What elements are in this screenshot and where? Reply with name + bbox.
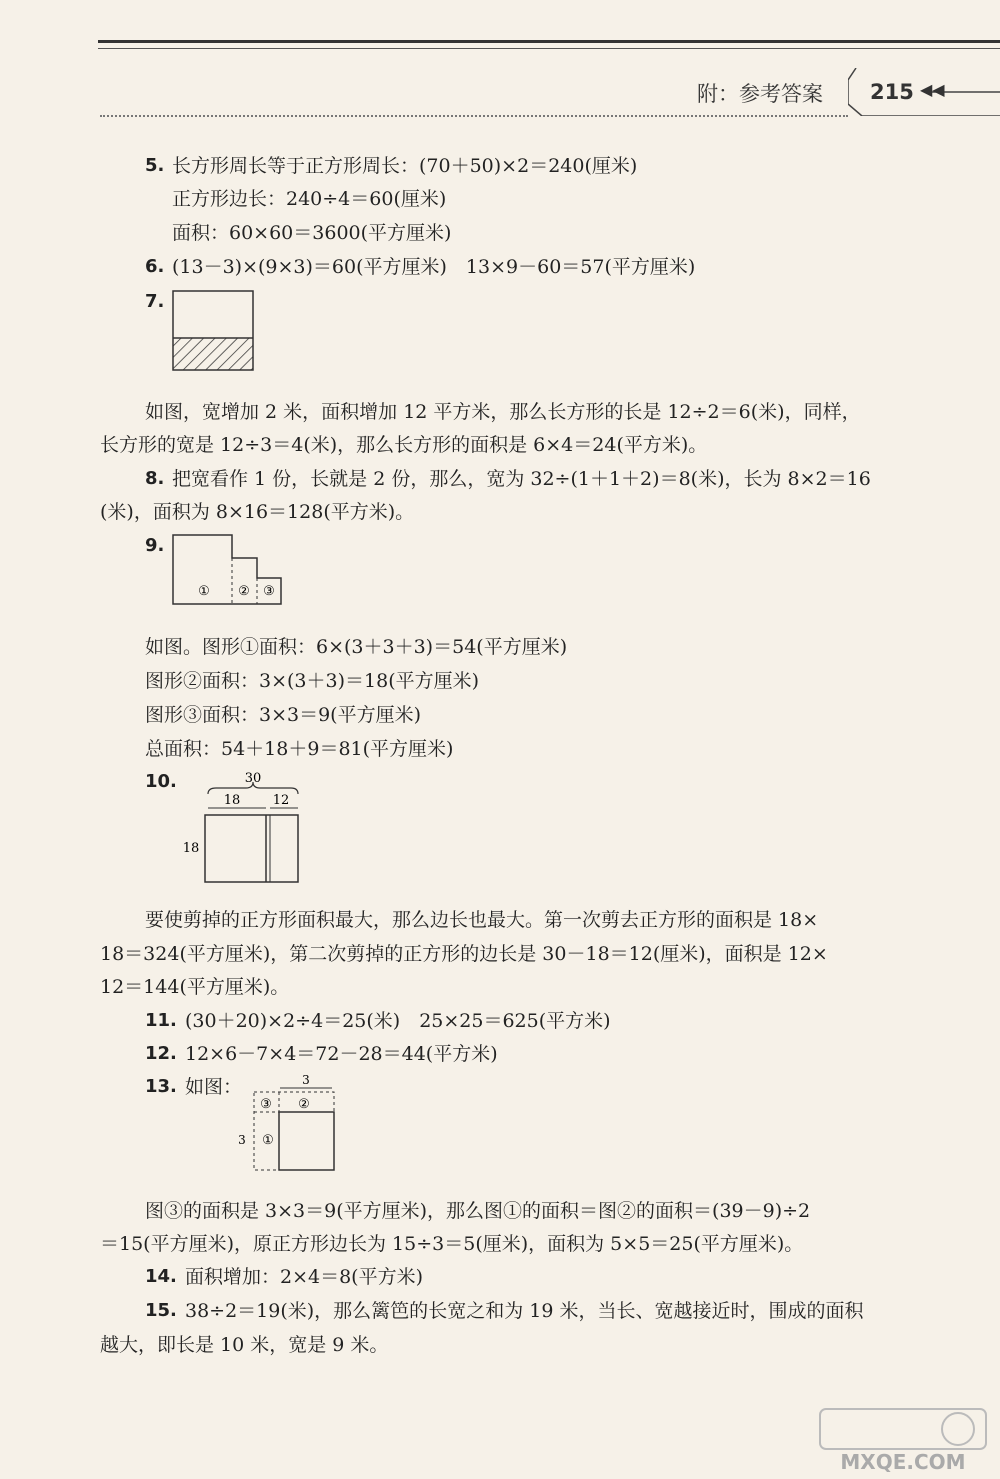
- q10-line3: 12＝144(平方厘米)。: [100, 976, 290, 998]
- q13-fig-region3: ③: [260, 1097, 272, 1112]
- q12-line1: 12×6－7×4＝72－28＝44(平方米): [185, 1043, 498, 1065]
- q10-fig-side-label: 18: [182, 841, 200, 856]
- q10-fig-b-label: 12: [272, 793, 290, 808]
- q9-line2: 图形②面积：3×(3＋3)＝18(平方厘米): [145, 670, 480, 692]
- watermark-text: MXQE.COM: [840, 1450, 966, 1474]
- q9-line3: 图形③面积：3×3＝9(平方厘米): [145, 704, 422, 726]
- q12-number: 12.: [145, 1043, 177, 1064]
- q13-lead: 如图：: [185, 1076, 243, 1098]
- q9-line4: 总面积：54＋18＋9＝81(平方厘米): [145, 738, 454, 760]
- q8-line2: (米)，面积为 8×16＝128(平方米)。: [100, 501, 415, 523]
- q10-number: 10.: [145, 771, 177, 792]
- q13-figure: [232, 1072, 340, 1174]
- q7-line2: 长方形的宽是 12÷3＝4(米)，那么长方形的面积是 6×4＝24(平方米)。: [100, 434, 708, 456]
- header-rule: [98, 40, 1000, 43]
- q5-line1: 长方形周长等于正方形周长：(70＋50)×2＝240(厘米): [172, 155, 638, 177]
- q13-fig-side-label: 3: [238, 1133, 246, 1147]
- q10-line2: 18＝324(平方厘米)，第二次剪掉的正方形的边长是 30－18＝12(厘米)，面积是 12×: [100, 943, 828, 965]
- q10-fig-a-label: 18: [223, 793, 241, 808]
- q7-figure: [172, 290, 256, 372]
- q6-number: 6.: [145, 256, 165, 277]
- q5-number: 5.: [145, 155, 165, 176]
- q14-number: 14.: [145, 1266, 177, 1287]
- q15-number: 15.: [145, 1300, 177, 1321]
- header-label: 附：参考答案: [697, 82, 823, 106]
- header-dotted-rule: [100, 115, 848, 117]
- q10-figure: [180, 766, 306, 886]
- q15-line1: 38÷2＝19(米)，那么篱笆的长宽之和为 19 米，当长、宽越接近时，围成的面积: [185, 1300, 864, 1322]
- q6-line1: (13－3)×(9×3)＝60(平方厘米) 13×9－60＝57(平方厘米): [172, 256, 696, 278]
- watermark-logo: [818, 1405, 988, 1475]
- q13-number: 13.: [145, 1076, 177, 1097]
- q9-figure: [172, 534, 284, 606]
- q9-line1: 如图。图形①面积：6×(3＋3＋3)＝54(平方厘米): [145, 636, 568, 658]
- q11-number: 11.: [145, 1010, 177, 1031]
- double-arrow-icon: ◀◀: [920, 80, 945, 99]
- q9-fig-region1: ①: [198, 584, 210, 599]
- q10-line1: 要使剪掉的正方形面积最大，那么边长也最大。第一次剪去正方形的面积是 18×: [145, 909, 819, 931]
- q7-line1: 如图，宽增加 2 米，面积增加 12 平方米，那么长方形的长是 12÷2＝6(米)，同样，: [145, 401, 861, 423]
- page-number: 215: [870, 80, 914, 104]
- q5-line2: 正方形边长：240÷4＝60(厘米): [172, 188, 447, 210]
- q9-number: 9.: [145, 535, 165, 556]
- q13-line1: 图③的面积是 3×3＝9(平方厘米)，那么图①的面积＝图②的面积＝(39－9)÷2: [145, 1200, 811, 1222]
- q8-number: 8.: [145, 468, 165, 489]
- q5-line3: 面积：60×60＝3600(平方厘米): [172, 222, 452, 244]
- q13-line2: ＝15(平方厘米)，原正方形边长为 15÷3＝5(厘米)，面积为 5×5＝25(平方厘米)。: [100, 1233, 804, 1255]
- q15-line2: 越大，即长是 10 米，宽是 9 米。: [100, 1334, 389, 1356]
- q7-number: 7.: [145, 291, 165, 312]
- header-rule-thin: [98, 48, 1000, 49]
- q13-fig-region2: ②: [298, 1097, 310, 1112]
- q13-fig-region1: ①: [262, 1133, 274, 1148]
- q10-fig-top-label: 30: [244, 771, 262, 786]
- q11-line1: (30＋20)×2÷4＝25(米) 25×25＝625(平方米): [185, 1010, 611, 1032]
- q9-fig-region3: ③: [263, 584, 275, 599]
- q9-fig-region2: ②: [238, 584, 250, 599]
- q13-fig-top-label: 3: [302, 1073, 310, 1087]
- q14-line1: 面积增加：2×4＝8(平方米): [185, 1266, 424, 1288]
- q8-line1: 把宽看作 1 份，长就是 2 份，那么，宽为 32÷(1＋1＋2)＝8(米)，长为 8×2＝16: [172, 468, 871, 490]
